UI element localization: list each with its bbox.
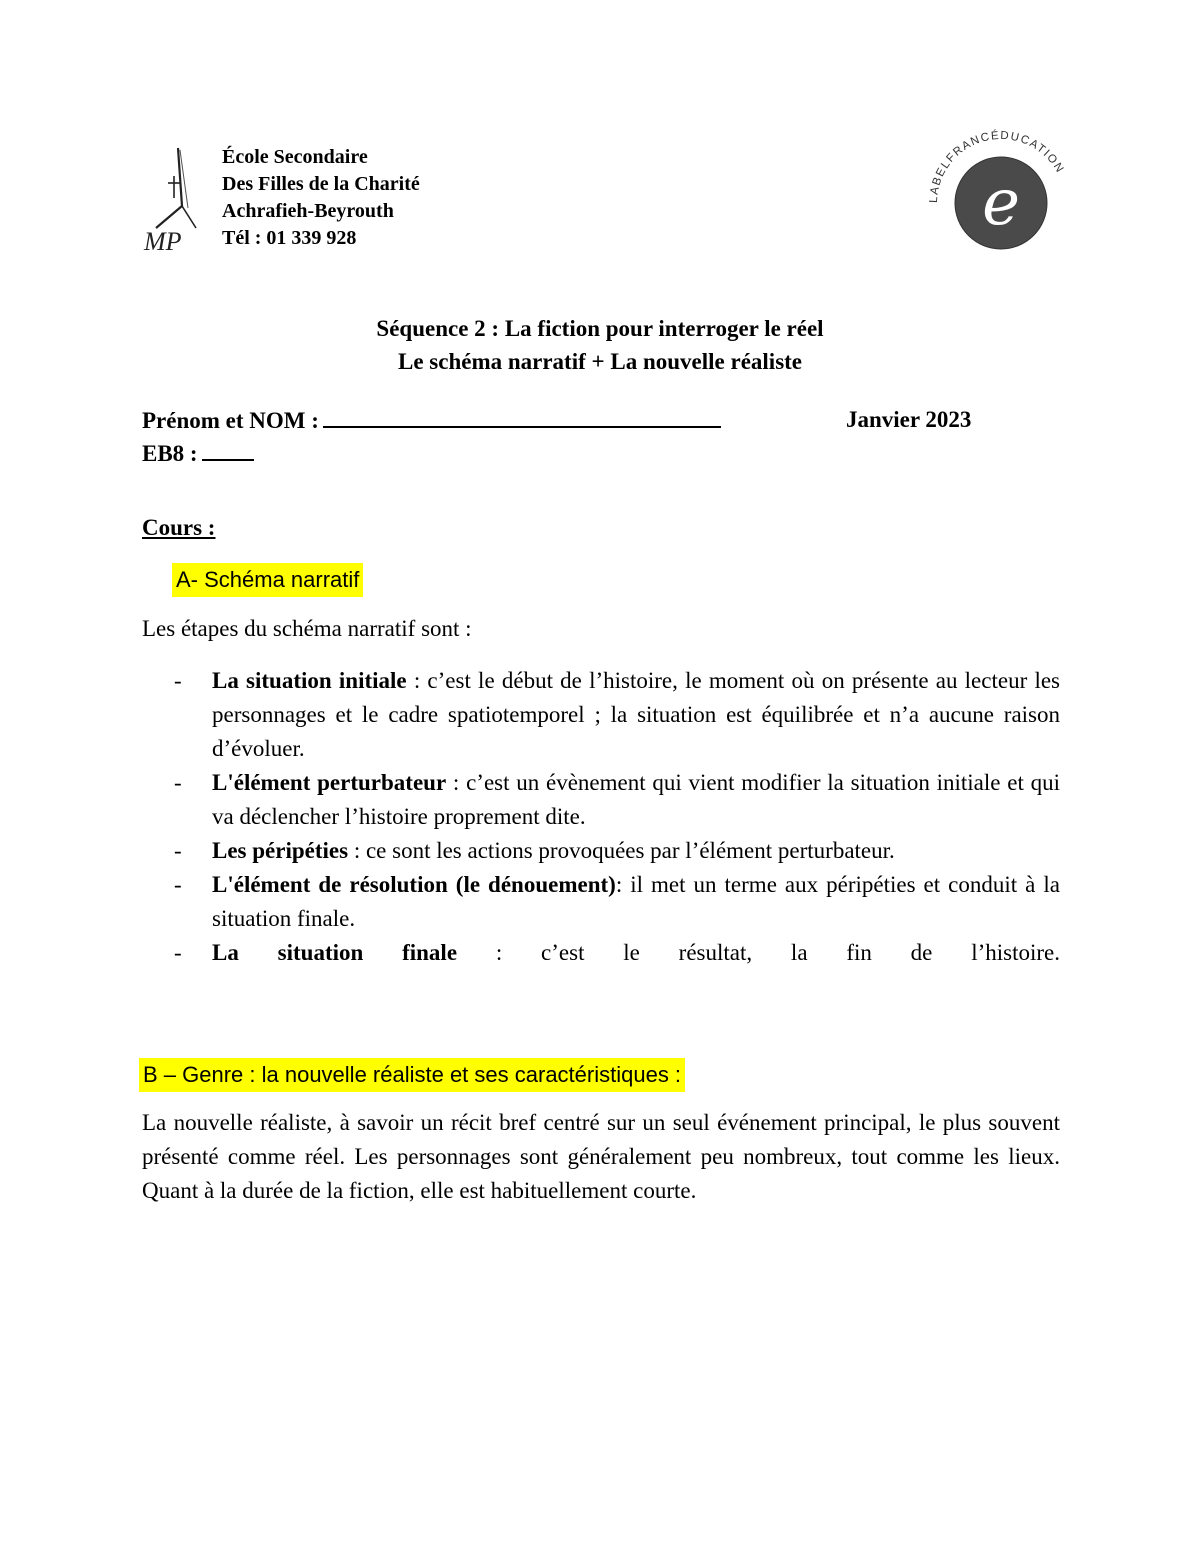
title-line-1: Séquence 2 : La fiction pour interroger le réel [376,316,824,341]
list-dash: - [174,770,182,795]
section-a-heading: A- Schéma narratif [172,563,363,597]
class-label: EB8 : [142,441,198,466]
list-dash: - [174,872,182,897]
class-blank[interactable] [202,437,254,461]
school-logo [138,146,216,264]
list-item [142,868,1060,936]
student-info [142,404,721,470]
school-info [222,144,420,252]
step-term: L'élément de résolution (le dénouement) [212,872,616,897]
document-date: Janvier 2023 [846,407,972,432]
school-name: École Secondaire [222,146,368,168]
list-item [142,936,1060,970]
step-text: : il met un terme aux péripéties et conduit à la situation finale. [212,872,1060,931]
school-phone: Tél : 01 339 928 [222,227,357,249]
section-b-heading: B – Genre : la nouvelle réaliste et ses caractéristiques : [139,1058,685,1092]
cours-heading: Cours : [142,515,216,540]
step-text: : c’est un évènement qui vient modifier la situation initiale et qui va déclencher l’histoire proprement dite. [212,770,1060,829]
name-blank[interactable] [323,404,721,428]
list-dash: - [174,838,182,863]
list-dash: - [174,668,182,693]
label-logo-ring-text: LABELFRANCÉDUCATION [927,129,1067,204]
section-a-intro: Les étapes du schéma narratif sont : [142,616,472,641]
title-line-2: Le schéma narratif + La nouvelle réaliste [397,349,803,374]
narrative-steps-list [142,664,1060,970]
list-item [142,766,1060,834]
list-item [142,664,1060,766]
step-text: : c’est le début de l’histoire, le moment où on présente au lecteur les personnages et le cadre spatiotemporel ; la situation est équilibrée et n’a aucune raison d’évoluer. [212,668,1060,761]
step-text: : ce sont les actions provoquées par l’élément perturbateur. [348,838,895,863]
step-term: La situation finale [212,940,458,965]
school-location: Achrafieh-Beyrouth [222,200,394,222]
list-item [142,834,1060,868]
school-logo-monogram: MP [144,227,182,256]
label-logo-letter: e [982,166,1020,240]
section-b-paragraph: La nouvelle réaliste, à savoir un récit bref centré sur un seul événement principal, le plus souvent présenté comme réel. Les personnages sont généralement peu nombreux, tout comme les lieux. Quant à la durée de la fiction, elle est habituellement courte. [142,1110,1060,1203]
document-title [0,312,1200,378]
school-name-line2: Des Filles de la Charité [222,173,420,195]
step-text: : c’est le résultat, la fin de l’histoire. [457,940,1060,965]
step-term: Les péripéties [212,838,349,863]
name-label: Prénom et NOM : [142,408,319,433]
step-term: L'élément perturbateur [212,770,447,795]
step-term: La situation initiale [212,668,407,693]
label-france-education-logo [926,128,1076,278]
list-dash: - [174,940,182,965]
